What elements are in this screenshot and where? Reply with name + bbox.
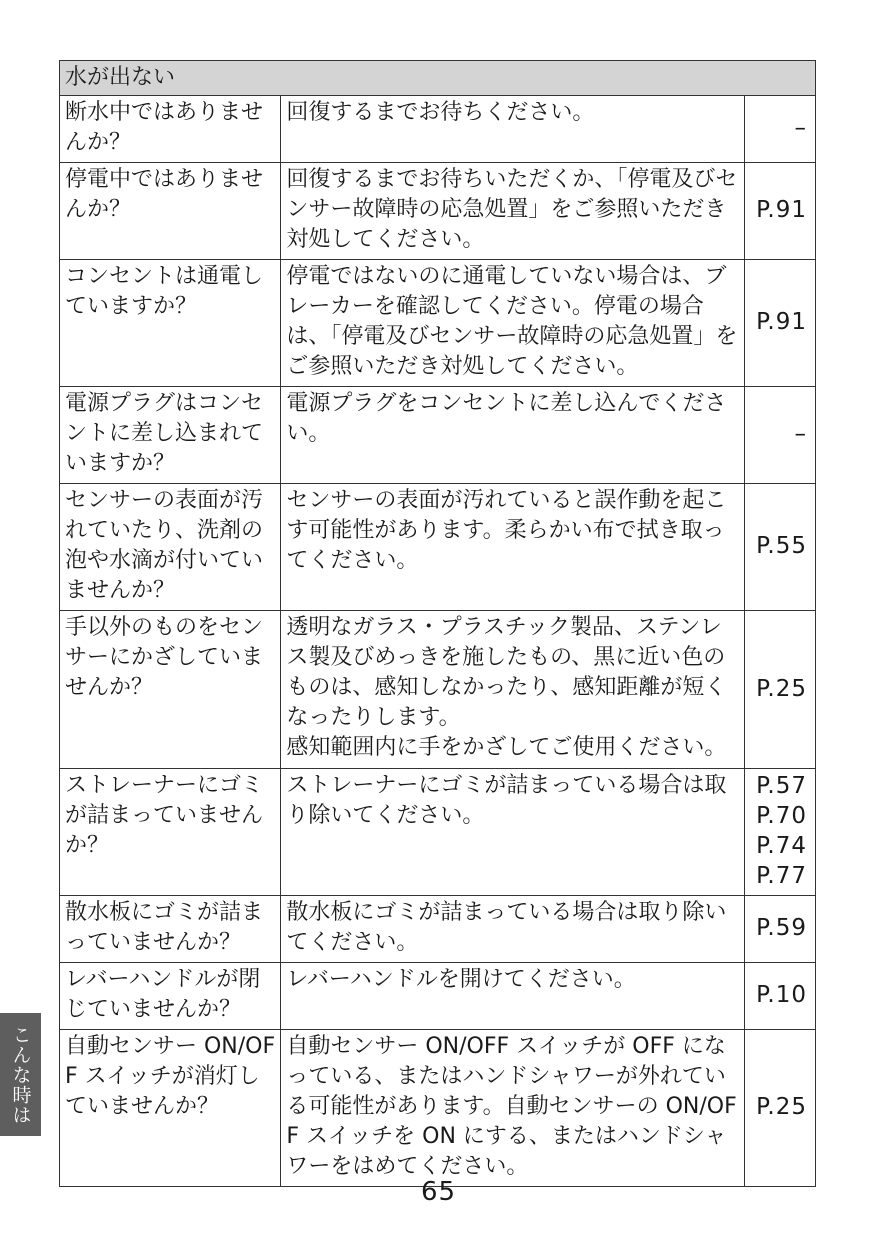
page-reference-cell [744, 260, 815, 387]
page-reference-cell [744, 769, 815, 896]
table-row [60, 1030, 816, 1187]
table-row [60, 96, 816, 163]
remedy-text: 感知範囲内に手をかざしてご使用ください。 [286, 735, 727, 760]
page-reference: – [794, 421, 807, 447]
check-item-cell: コンセントは通電していますか？ [60, 260, 281, 387]
troubleshooting-table [59, 60, 816, 1187]
table-row [60, 896, 816, 963]
remedy-cell [281, 896, 744, 963]
page-reference: P.59 [756, 915, 807, 941]
table-header: 水が出ない [60, 61, 816, 96]
check-item-cell: 自動センサー ON/OFF スイッチが消灯していませんか？ [60, 1030, 281, 1187]
remedy-cell [281, 963, 744, 1030]
remedy-cell [281, 96, 744, 163]
check-item-cell: 手以外のものをセンサーにかざしていませんか？ [60, 611, 281, 769]
remedy-text: 回復するまでお待ちください。 [286, 100, 595, 125]
remedy-cell [281, 1030, 744, 1187]
page-reference-cell [744, 896, 815, 963]
check-item-cell: 断水中ではありませんか？ [60, 96, 281, 163]
page-reference: P.91 [756, 197, 807, 223]
page-reference: P.55 [756, 533, 807, 559]
page-reference: P.91 [756, 309, 807, 335]
page-reference-cell [744, 96, 815, 163]
check-item-cell: 停電中ではありませんか？ [60, 163, 281, 260]
remedy-cell [281, 387, 744, 484]
table-row [60, 387, 816, 484]
remedy-text: センサーの表面が汚れていると誤作動を起こす可能性があります。柔らかい布で拭き取ってください。 [286, 488, 727, 573]
remedy-text: 自動センサー ON/OFF スイッチが OFF になっている、またはハンドシャワーが外れている可能性があります。自動センサーの ON/OFF スイッチを ON にする、またはハンドシャワーをはめてください。 [286, 1034, 737, 1179]
remedy-cell [281, 484, 744, 611]
section-side-tab: こんな時は [0, 1013, 41, 1136]
page-reference-cell [744, 1030, 815, 1187]
page-reference: P.25 [756, 1094, 807, 1120]
remedy-cell [281, 769, 744, 896]
page-reference-cell [744, 163, 815, 260]
remedy-text: 透明なガラス・プラスチック製品、ステンレス製及びめっきを施したもの、黒に近い色のものは、感知しなかったり、感知距離が短くなったりします。 [286, 615, 727, 730]
page-reference: P.10 [756, 982, 807, 1008]
table-row [60, 611, 816, 769]
check-item-cell: センサーの表面が汚れていたり、洗剤の泡や水滴が付いていませんか？ [60, 484, 281, 611]
check-item-cell: 散水板にゴミが詰まっていませんか？ [60, 896, 281, 963]
table-row [60, 769, 816, 896]
remedy-text: ストレーナーにゴミが詰まっている場合は取り除いてください。 [286, 773, 727, 828]
page-reference-cell [744, 963, 815, 1030]
page-reference: P.77 [756, 863, 807, 889]
check-item-cell: レバーハンドルが閉じていませんか？ [60, 963, 281, 1030]
remedy-text: レバーハンドルを開けてください。 [286, 967, 636, 992]
table-row [60, 484, 816, 611]
table-header-row [60, 61, 816, 96]
table-row [60, 163, 816, 260]
page-reference: P.70 [756, 803, 807, 829]
page-reference: – [794, 115, 807, 141]
remedy-cell [281, 163, 744, 260]
page-reference-cell [744, 387, 815, 484]
page-reference: P.74 [756, 833, 807, 859]
remedy-text: 散水板にゴミが詰まっている場合は取り除いてください。 [286, 900, 727, 955]
check-item-cell: 電源プラグはコンセントに差し込まれていますか？ [60, 387, 281, 484]
remedy-cell [281, 260, 744, 387]
table-row [60, 963, 816, 1030]
table-row [60, 260, 816, 387]
remedy-text: 回復するまでお待ちいただくか、「停電及びセンサー故障時の応急処置」をご参照いただき対処してください。 [286, 167, 738, 252]
remedy-text: 停電ではないのに通電していない場合は、ブレーカーを確認してください。停電の場合は、「停電及びセンサー故障時の応急処置」をご参照いただき対処してください。 [286, 264, 738, 379]
remedy-text: 電源プラグをコンセントに差し込んでください。 [286, 391, 727, 446]
page-reference: P.25 [756, 675, 807, 702]
page-reference: P.57 [756, 773, 807, 799]
check-item-cell: ストレーナーにゴミが詰まっていませんか？ [60, 769, 281, 896]
page-reference-cell [744, 611, 815, 769]
page-number: 65 [420, 1177, 457, 1207]
remedy-cell [281, 611, 744, 769]
table-body [60, 96, 816, 1187]
page-reference-cell [744, 484, 815, 611]
